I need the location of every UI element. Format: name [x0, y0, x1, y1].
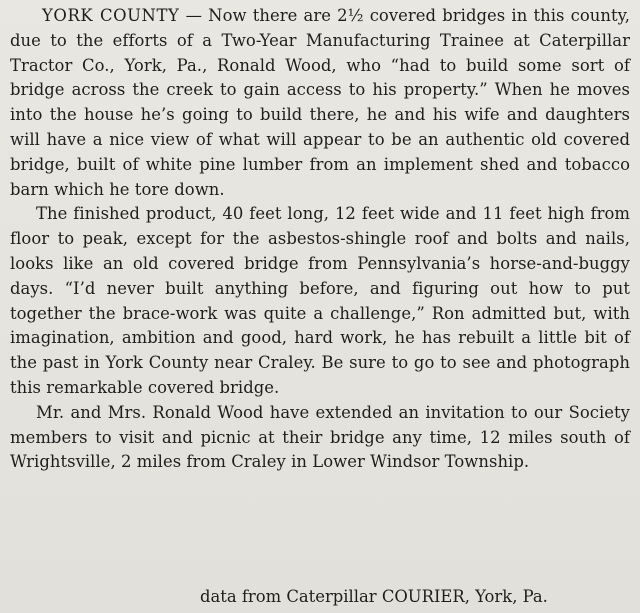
- paragraph-2: The finished product, 40 feet long, 12 feet wide and 11 feet high from floor to peak, except for the asbestos-shingle roof and bolts and nails, looks like an old covered bridge from Pennsylvania’s horse-and-buggy days. “I’d never built anything before, and figuring out how to put together the brace-work was quite a challenge,” Ron admitted but, with imagination, ambition and good, hard work, he has rebuilt a little bit of the past in York County near Craley. Be sure to go to see and photograph this remarkable covered bridge.: [10, 204, 630, 397]
- article-heading: YORK COUNTY: [42, 6, 180, 25]
- paragraph-3: Mr. and Mrs. Ronald Wood have extended an invitation to our Society members to visit and picnic at their bridge any time, 12 miles south of Wrightsville, 2 miles from Craley in Lower Windsor Township.: [10, 402, 630, 472]
- paragraph-1: [10, 4, 630, 202]
- paragraph-1-text: — Now there are 2½ covered bridges in this county, due to the efforts of a Two-Year Manufacturing Trainee at Caterpillar Tractor Co., York, Pa., Ronald Wood, who “had to build some sort of bridge across the creek to gain access to his property.” When he moves into the house he’s going to build there, he and his wife and daughters will have a nice view of what will appear to be an authentic old covered bridge, built of white pine lumber from an implement shed and tobacco barn which he tore down.: [10, 6, 630, 199]
- source-credit: data from Caterpillar COURIER, York, Pa.: [200, 587, 548, 606]
